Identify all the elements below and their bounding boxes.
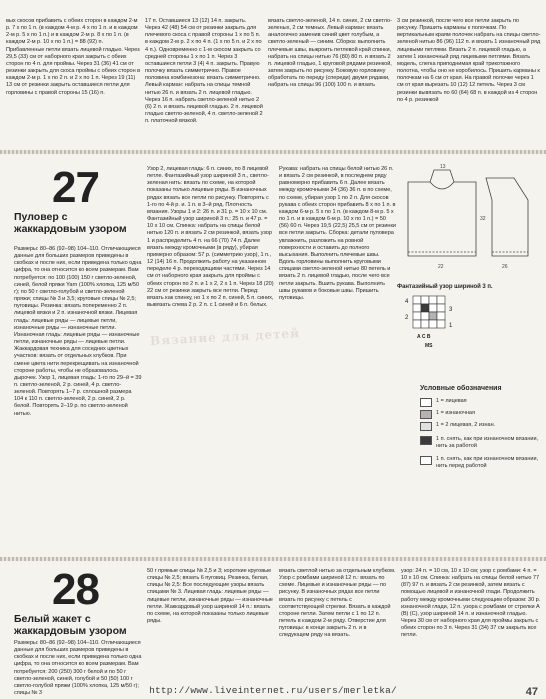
top-column-4: 3 см резинкой, после чего все петли закрыть по рисунку. Пришить карманы к полочкам. По вертикальным краям полочек набрать на спицы светло-зеленой нитью 86 (96) 112 п. и вязать 1 изнаночный ряд лицевыми петлями. Вязать 2 п. лицевой гладью, а затем 1 изнаночный ряд лицевыми петлями. Вязать модель, слегка приподнимая край трикотажного полотна, чтобы оно не коробилось. Пришить карманы к полочкам на 6 см от края. На правой полочке через 1 см от края вырезать 10 (12) 12 петель. Через 3 см резинки вывязать по 60 (64) 68 п. в каждой из 4 сторон по 4 р. резинкой xyxy=(397,18,541,103)
watermark: Вязание для детей xyxy=(149,326,301,348)
s28-column-2: 50 г прямые спицы № 2,5 и 3; короткие круговые спицы № 2,5; вязать 6 пуговиц. Резинка, белая, спицы № 2,5: Все последующие узоры вязать спицами № 3. Лицевая гладь: лицевые ряды — лицевые петли, изнаночные ряды — изнаночные петли. Жаккардовый узор шириной 14 п.: вязать по схеме, на которой показаны только лицевые ряды. xyxy=(147,568,273,625)
svg-text:22: 22 xyxy=(438,264,444,270)
s27-column-3: Рукава: набрать на спицы белой нитью 26 п. и вязать 2 см резинкой, в последнем ряду равномерно прибавить 6 п. Далее вязать между кромочными 34 (36) 36 п. в по схеме, по схеме, убирая узор 1 по 2 п. Для скосов рукава с обеих сторон прибавить 8 х по 1 п. в каждом 6-м р. 5 х по 1 п. (в каждом 8-м р. 5 х по 1 п. и в каждом 6-м р. 10 х по 1 п.) = 50 (56) 60 п. Через 19,5 (22,5) 25,5 см от резинки все петли закрыть. Сборка: детали пуловера увлажнить, разложить на ровной поверхности и оставить до полного высыхания. Выполнить плечевые швы. Вдоль горловины выполнить круговыми спицами светло-зеленой нитью 80 петель и вязать 2 п. лицевой гладью, после чего все петли закрыть. Вшить рукава. Выполнить швы рукавов и боковые швы. Пришить пуговицы. xyxy=(279,166,396,301)
svg-text:MS: MS xyxy=(425,343,433,349)
swatch-knit xyxy=(420,398,432,407)
top-column-1: вых скосов прибавить с обеих сторон в каждом 2-м р. 7 х по 1 п. (в каждом 4-м р. 4 х по 1 п. и в каждом 2-м р. 5 х по 1 п.) и в каждом 2-м р. 8 х по 1 п. (в каждом 2-м р. 10 х по 1 п.) = 88 (92) п. Прибавленные петли вязать лицевой гладью. Через 29,5 (33) см от наборного края закрыть с обеих сторон по 4 п. для проймы. Через 31 (36) 41 см от резинки закрыть для скоса проймы с обеих сторон в каждом 2-м р. 1 х по 2 п. и 2 х по 1 п. Через 19 (11) 13 см от резинки закрыть оставшиеся петли для горловины с правой стороны 15 (16) п. xyxy=(6,18,141,96)
chart-row-1: 1 xyxy=(449,323,453,329)
swatch-purl xyxy=(420,410,432,419)
stitch-chart-label: Фантазийный узор шириной 3 п. xyxy=(397,284,493,290)
s27-column-2: Узор 2, лицевая гладь: 6 п. синих, по 8 лицевой петле. Фантазийный узор шириной 3 п., светло-зеленая нить: вязать по схеме, на которой показаны только лицевые ряды. В изнаночных рядах вязать все петли по рисунку. Повторять с 1-го по 4-й р. и. 1 п. в 3–й ряд. Плотность вязания. Узоры 1 и 2: 26 п. и 31 р. = 10 х 10 см. Фантазийный узор шириной 3 п.: 25 п. и 47 р. = 10 х 10 см. Спинка: набрать на спицы белой нитью 120 п. и вязать 2 см резинкой, вязать узор 1 и распределить 4 п. на 66 (70) 74 п. Далее вязать между кромочными (в ряду), убирая примерно образом: 57 р. (симметрию узор), 1 п., 12 (14) 16 п. Продолжить работу на указанном переделе 4 р. переходящими частями. Через 14 см от наборного края закрыть для проймы с обеих сторон по 2 п. и 1 х 2, 2 х 1 п. Через 18 (20) 22 см от резинки закрыть все петли. Перед: вязать как спинку, но 1 х по 2 п. синей, 5 п. синих, вывязать слева 2 р. 2 п. с 1 синей и 6 п. белых. xyxy=(147,166,274,308)
legend-item-5: 1 п. снять, как при изнаночном вязании, нить перед работой xyxy=(420,456,540,469)
s28-column-4: узор: 24 п. = 10 см, 10 х 10 см; узор с ромбами: 4 п. = 10 х 10 см. Спинка: набрать на спицы белой нитью 77 (87) 97 п. и вязать 2 см резинкой, затем вязать с помощью лицевой и изнаночной глади. Продолжить работу между кромочными следующим образом: 30 р. изнаночной глади, 12 п. узора с ромбами от стрелки А (B) (C), узор шириной 14 п. и изнаночной гладью. Через 30 см от наборного края для проймы закрыть с обеих сторон по 3 п. Через 31 (34) 37 см закрыть все петли. xyxy=(401,568,541,639)
top-column-3: вязать светло-зеленой, 14 п. синих, 2 см светло-зеленых, 2 см темных. Левый карман: вязать аналогично заменив синий цвет голубым, а светло-зеленый — синим. Сборка: выполнить плечевые швы, выкроить петлевой край спинки, набрать на спицы нитью 76 (80) 80 п. и вязать 2 п. лицевой гладью, 1 круговой рядами резинкой, затем закрыть по рисунку. Боковую горловину обработать по переду (спереди) двумя рядами, набрать на спицы 96 (100) 100 п. и вязать xyxy=(268,18,392,89)
chart-row-4: 4 xyxy=(405,299,409,305)
svg-text:32: 32 xyxy=(480,216,486,222)
legend-title: Условные обозначения xyxy=(420,385,502,392)
s28-column-1: Размеры: 80–86 (92–98) 104–110. Отличающиеся данные для больших размеров приведены в скобках и после них, если приведена только одна цифра, то она относится ко всем размерам. Вам потребуется: 200 (250) 300 г белой и по 50 г светло-зеленой, синей, голубой и 50 (50) 100 г светло-голубой пряжи (100% хлопка, 125 м/50 г); спицы № 3 xyxy=(14,640,142,697)
legend-item-4: 1 п. снять, как при изнаночном вязании, нить за работой xyxy=(420,436,540,449)
pattern-title-28: Белый жакет с жаккардовым узором xyxy=(14,613,127,637)
page-number: 47 xyxy=(525,686,538,698)
swatch-rib xyxy=(420,422,432,431)
top-column-2: 17 п. Оставшиеся 13 (12) 14 п. закрыть. Через 42 (48) 54 см от резинки закрыть для плечевого скоса с правой стороны 1 х по 5 п. в каждом 2-м р. 2 х по 4 п. (1 х по 5 п. и 2 х по 4 п.). Одновременно с 1-м скосом закрыть со средней стороны 1 х по 1 п. Через 3 оставшиеся петли 3 (4) 4 п. закрыть. Правую полочку вязать симметрично. Правое половина комбинезона: вязать симметрично. Левый карман: набрать на спицы темной нитью 26 п. и вязать 2 п. лицевой гладью. Через 16 п. набрать светло-зеленой нитью 2 (6) 2 п. и вязать лицевой гладью. 2 п. лицевой гладью светло-зеленой, 4 п. светло-зеленой 2 п. платочной вязкой. xyxy=(145,18,263,125)
chart-row-3: 3 xyxy=(449,307,453,313)
legend-item-2: 1 = изнаночная xyxy=(420,410,540,419)
svg-text:26: 26 xyxy=(502,264,508,270)
legend-item-3: 1 = 2 лицевая, 2 изнан. xyxy=(420,422,540,431)
section-divider-bottom xyxy=(0,557,546,561)
pattern-number-28: 28 xyxy=(52,565,99,614)
pattern-title-27: Пуловер с жаккардовым узором xyxy=(14,211,127,235)
swatch-slip-front xyxy=(420,456,432,465)
stitch-chart xyxy=(403,294,473,350)
swatch-slip-back xyxy=(420,436,432,445)
source-url: http://www.liveinternet.ru/users/merletka/ xyxy=(149,685,397,696)
s27-column-1: Размеры: 80–86 (92–98) 104–110. Отличающиеся данные для больших размеров приведены в скобках и после них, если приведена только одна цифра, то она относится ко всем размерам. Вам потребуется: по 100 (100) 150 г светло-зеленой, синей, белой пряжи Yarn (100% хлопка, 125 м/50 г); по 50 г светло-голубой и светло-зеленой пряжи; спицы № 3 и 3,5; круговые спицы № 2,5; пуговицы. Резинка: вязать попеременно 2 п. лицевой вязки и 2 п. изнаночной вязки. Лицевая гладь: лицевые ряды — лицевые петли, изнаночные ряды — изнаночные петли. Изнаночная гладь: лицевые ряды — изнаночные петли, изнаночные ряды — лицевые петли. Жаккардовая техника для соседних цветных участков: вязать от отдельных клубков. При смене цвета нити перекрещивать на изнаночной стороне работы, чтобы не образовалось дырочек. Узор 1, лицевая гладь: 1-го по 29–й = 39 п. светло-зеленой, 2 р. синей, 4 р. светло-зеленой. Повторять 1–7 р. сплошной размера 104 к 110 п. светло-зеленой, 2 р. синей, 2 р. белой. Повторять 2–19 р. по светло-зеленой нитью. xyxy=(14,246,142,417)
s28-column-3: вязать светлой нитью за отдельным клубком. Узор с ромбами шириной 12 п.: вязать по схеме. Лицевые и изнаночные ряды — по рисунку. В изнаночных рядах все петли вязать по рисунку с петель с соответствующей стрелки. Вязать в каждой стороне петли. Затем петли с 1 по 12 п. петель в каждом 2-м ряду. Отверстие для пуговицы: в конце закрыть 2 п. и в следующем ряду на вязать. xyxy=(279,568,396,639)
svg-text:13: 13 xyxy=(440,164,446,170)
pattern-number-27: 27 xyxy=(52,163,99,212)
garment-schematic xyxy=(400,160,540,280)
section-divider-top xyxy=(0,150,546,154)
svg-text:A C B: A C B xyxy=(417,334,431,340)
chart-row-2: 2 xyxy=(405,315,409,321)
legend-item-1: 1 = лицевая xyxy=(420,398,540,407)
